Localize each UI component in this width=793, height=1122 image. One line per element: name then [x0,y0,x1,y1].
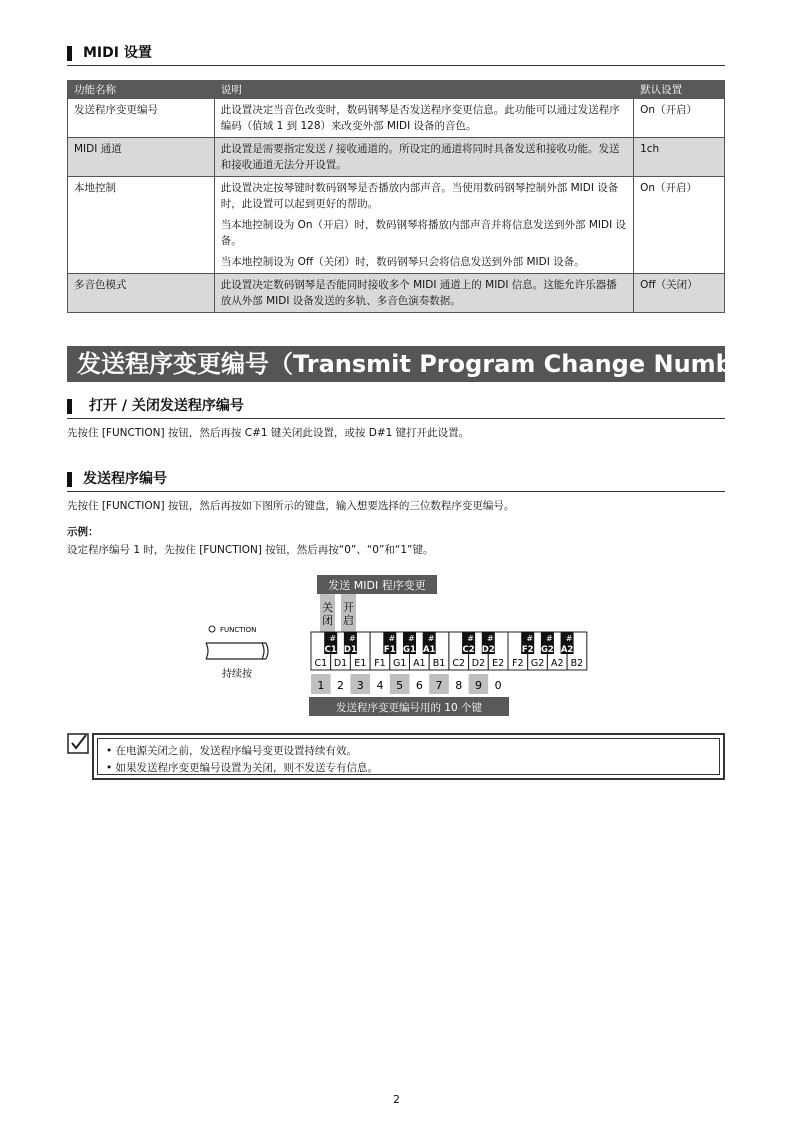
send-section-body: 先按住 [FUNCTION] 按钮，然后再按如下图所示的键盘，输入想要选择的三位数程序变更编号。 [67,500,515,512]
black-key-label: C2 [462,645,475,655]
example-text: 设定程序编号 1 时，先按住 [FUNCTION] 按钮，然后再按“0”、“0”和“1”键。 [67,544,434,556]
toggle-section-body: 先按住 [FUNCTION] 按钮，然后再按 C#1 键关闭此设置，或按 D#1 键打开此设置。 [67,427,470,439]
white-key-label: G2 [530,658,545,669]
ten-keys-label: 发送程序变更编号用的 10 个键 [335,702,483,714]
black-key-label: F1 [383,645,396,655]
heading-bar [67,46,72,61]
sharp-symbol: # [427,634,435,643]
toggle-section-heading [67,398,725,419]
desc-text: 此设置决定数码钢琴是否能同时接收多个 MIDI 通道上的 MIDI 信息。这能允许乐器播放从外部 MIDI 设备发送的多轨、多音色演奏数据。 [220,279,617,307]
midi-settings-heading [67,45,725,66]
sharp-symbol: # [486,634,494,643]
row-desc [214,274,633,313]
on-label [343,601,354,627]
digit-label: 4 [376,679,384,692]
toggle-section-title: 打开 / 关闭发送程序编号 [89,398,244,414]
white-key-label: G1 [392,658,407,669]
row-default: On（开启） [634,177,725,274]
vertical-char: 启 [343,614,354,627]
off-label [322,601,333,627]
heading-bar [67,472,72,487]
function-button-icon [206,643,268,659]
sharp-symbol: # [349,634,356,643]
table-row [68,177,725,274]
sharp-symbol: # [565,634,573,643]
example-label: 示例： [67,526,99,538]
desc-text: 当本地控制设为 On（开启）时，数码钢琴将播放内部声音并将信息发送到外部 MIDI 设备。 [220,219,627,247]
black-key-label: G1 [403,645,416,655]
sharp-symbol: # [546,634,553,643]
row-desc [214,99,633,138]
midi-settings-table [67,80,725,313]
note-pencil-icon [67,733,91,755]
black-key-label: C1 [324,645,337,655]
white-key-label: D2 [471,658,486,669]
vertical-char: 闭 [322,614,333,627]
send-section-heading [67,471,725,492]
digit-label: 5 [396,679,404,692]
white-key-label: B2 [570,658,584,669]
digit-label: 0 [494,679,502,692]
led-icon [209,626,215,632]
digit-label: 3 [356,679,364,692]
row-desc [214,177,633,274]
desc-text: 此设置是需要指定发送 / 接收通道的。所设定的通道将同时具备发送和接收功能。发送和接收通道无法分开设置。 [220,143,620,171]
row-default: Off（关闭） [634,274,725,313]
note-inner [97,738,720,775]
table-row [68,138,725,177]
digit-label: 6 [415,679,423,692]
table-row [68,99,725,138]
vertical-char: 关 [322,601,333,614]
function-label: FUNCTION [220,626,257,634]
sharp-symbol: # [526,634,534,643]
table-row [68,274,725,313]
col-header-default: 默认设置 [634,81,725,99]
black-key-label: D1 [343,645,357,655]
digit-label: 7 [435,679,443,692]
white-key-label: C1 [314,658,328,669]
black-key-label: G2 [540,645,554,655]
black-key-label: F2 [521,645,534,655]
desc-text: 此设置决定按琴键时数码钢琴是否播放内部声音。当使用数码钢琴控制外部 MIDI 设备时，此设置可以起到更好的帮助。 [220,182,619,210]
row-desc [214,138,633,177]
col-header-name: 功能名称 [68,81,215,99]
row-default: 1ch [634,138,725,177]
send-section-title: 发送程序编号 [83,471,167,487]
col-header-desc: 说明 [214,81,633,99]
white-key-label: D1 [333,658,348,669]
sharp-symbol: # [329,634,337,643]
sharp-symbol: # [467,634,474,643]
row-name: 本地控制 [68,177,215,274]
chapter-banner: 发送程序变更编号（Transmit Program Change Number） [67,346,725,382]
black-key-label: A1 [422,645,436,655]
row-name: MIDI 通道 [68,138,215,177]
transmit-label: 发送 MIDI 程序变更 [328,579,426,592]
table-header-row [68,81,725,99]
digit-label: 9 [474,679,482,692]
white-key-label: A1 [413,658,426,669]
row-default: On（开启） [634,99,725,138]
white-key-label: B1 [432,658,446,669]
desc-text: 当本地控制设为 Off（关闭）时，数码钢琴只会将信息发送到外部 MIDI 设备。 [220,256,585,268]
white-key-label: C2 [452,658,466,669]
digit-label: 2 [337,679,345,692]
desc-text: 此设置决定当音色改变时，数码钢琴是否发送程序变更信息。此功能可以通过发送程序编码（值域 1 到 128）来改变外部 MIDI 设备的音色。 [220,104,620,132]
page-number: 2 [393,1093,400,1106]
keyboard-diagram [200,575,600,720]
hold-label: 持续按 [222,669,252,680]
digit-label: 1 [317,679,325,692]
midi-settings-title: MIDI 设置 [83,45,152,61]
sharp-symbol: # [408,634,415,643]
white-key-label: A2 [550,658,564,669]
digit-label: 8 [455,679,463,692]
note-item: • 在电源关闭之前，发送程序编号变更设置持续有效。 [106,745,358,757]
black-key-label: A2 [560,645,574,655]
note-box [92,733,725,780]
note-item: • 如果发送程序变更编号设置为关闭，则不发送专有信息。 [106,762,379,774]
row-name: 多音色模式 [68,274,215,313]
white-key-label: E1 [354,658,367,669]
heading-bar [67,399,72,414]
black-key-label: D2 [481,645,495,655]
sharp-symbol: # [388,634,396,643]
white-key-label: F1 [374,658,386,669]
vertical-char: 开 [343,601,354,614]
white-key-label: E2 [492,658,505,669]
row-name: 发送程序变更编号 [68,99,215,138]
white-key-label: F2 [512,658,524,669]
